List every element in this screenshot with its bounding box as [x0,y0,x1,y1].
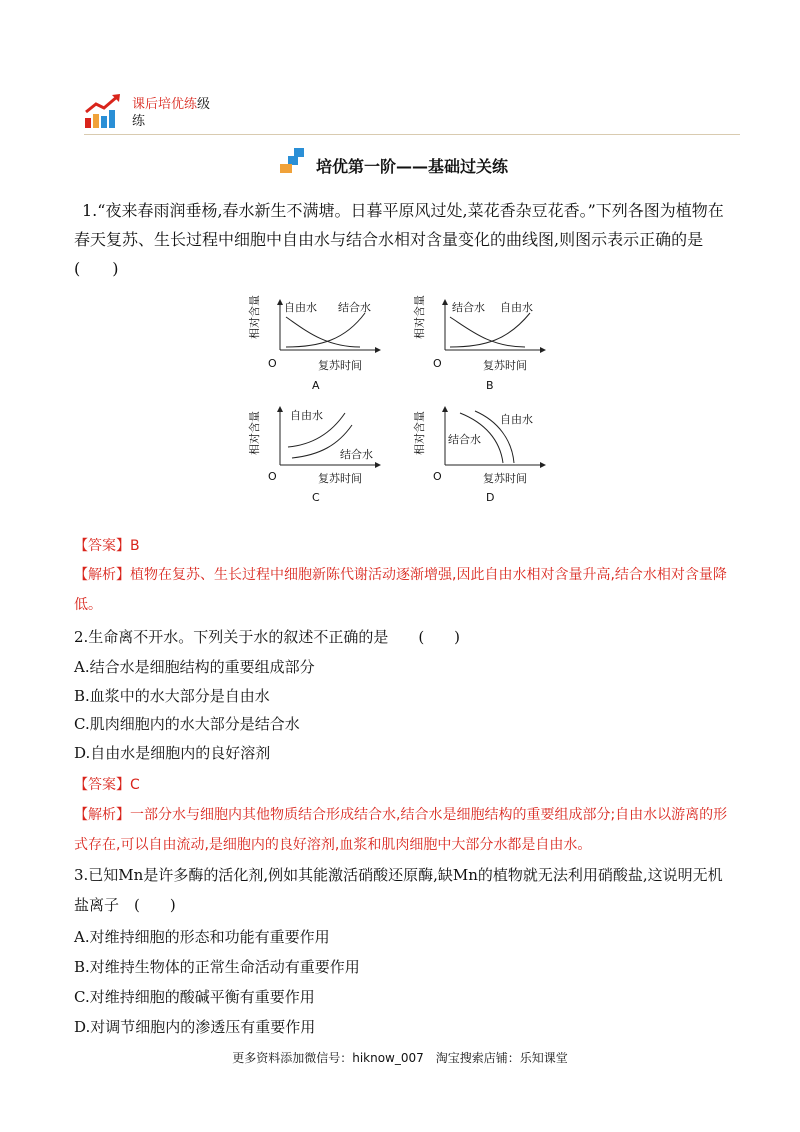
graph-c-ylabel: 相对含量 [248,411,261,455]
question-1-stem: 1.“夜来春雨润垂杨,春水新生不满塘。日暮平原风过处,菜花香杂豆花香。”下列各图为植物在春天复苏、生长过程中细胞中自由水与结合水相对含量变化的曲线图,则图示表示正确的是 ( ) [74,201,724,278]
q3-option-d: D.对调节细胞内的渗透压有重要作用 [74,1018,316,1036]
graph-a-free-label: 自由水 [284,301,317,314]
q2-answer: 【答案】C [74,777,140,793]
rising-chart-logo-icon [84,94,124,130]
question-2-stem: 2.生命离不开水。下列关于水的叙述不正确的是 ( ) [74,628,461,646]
q3-option-b: B.对维持生物体的正常生命活动有重要作用 [74,958,360,976]
graph-d-origin: O [433,470,442,483]
graph-b-bound-label: 结合水 [452,301,485,314]
q3-option-a: A.对维持细胞的形态和功能有重要作用 [74,928,330,946]
graph-a [247,295,380,392]
graph-b [412,295,545,392]
graph-a-origin: O [268,357,277,370]
question-3-stem: 3.已知Mn是许多酶的活化剂,例如其能激活硝酸还原酶,缺Mn的植物就无法利用硝酸盐,这说明无机盐离子 ( ) [74,866,723,914]
graph-c-bound-label: 结合水 [340,448,373,461]
q2-analysis: 【解析】一部分水与细胞内其他物质结合形成结合水,结合水是细胞结构的重要组成部分;自由水以游离的形式存在,可以自由流动,是细胞内的良好溶剂,血浆和肌肉细胞中大部分水都是自由水。 [74,807,728,853]
q2-option-b: B.血浆中的水大部分是自由水 [74,687,270,705]
q2-option-a: A.结合水是细胞结构的重要组成部分 [74,658,315,676]
q1-graphs [250,295,560,505]
graph-a-name: A [312,379,320,392]
q2-option-d: D.自由水是细胞内的良好溶剂 [74,744,271,762]
graph-d-ylabel: 相对含量 [413,411,426,455]
graph-b-xlabel: 复苏时间 [483,359,527,372]
page-footer: 更多资料添加微信号：hiknow_007 淘宝搜索店铺：乐知课堂 [232,1051,568,1065]
graph-b-origin: O [433,357,442,370]
graph-d-xlabel: 复苏时间 [483,472,527,485]
q2-option-c: C.肌肉细胞内的水大部分是结合水 [74,715,300,733]
graph-c-origin: O [268,470,277,483]
graph-c-xlabel: 复苏时间 [318,472,362,485]
answer-blank: ( ) [74,259,119,278]
graph-d-free-label: 自由水 [500,413,533,426]
graph-d-bound-label: 结合水 [448,433,481,446]
graph-a-xlabel: 复苏时间 [318,359,362,372]
graph-c [247,407,380,504]
q1-answer: 【答案】B [74,538,140,554]
blocks-icon [280,148,312,174]
section-title-text: 培优第一阶——基础过关练 [316,157,509,176]
brand-label: 课后培优练级 练 [132,97,211,129]
graph-d [412,407,545,504]
graph-a-ylabel: 相对含量 [248,295,261,339]
graph-b-ylabel: 相对含量 [413,295,426,339]
q3-option-c: C.对维持细胞的酸碱平衡有重要作用 [74,988,315,1006]
page-header [84,94,740,135]
graph-c-free-label: 自由水 [290,409,323,422]
graph-d-name: D [486,491,495,504]
graph-c-name: C [312,491,320,504]
graph-b-name: B [486,379,494,392]
graph-a-bound-label: 结合水 [338,301,371,314]
graph-b-free-label: 自由水 [500,301,533,314]
q1-analysis: 【解析】植物在复苏、生长过程中细胞新陈代谢活动逐渐增强,因此自由水相对含量升高,结合水相对含量降低。 [74,567,727,613]
